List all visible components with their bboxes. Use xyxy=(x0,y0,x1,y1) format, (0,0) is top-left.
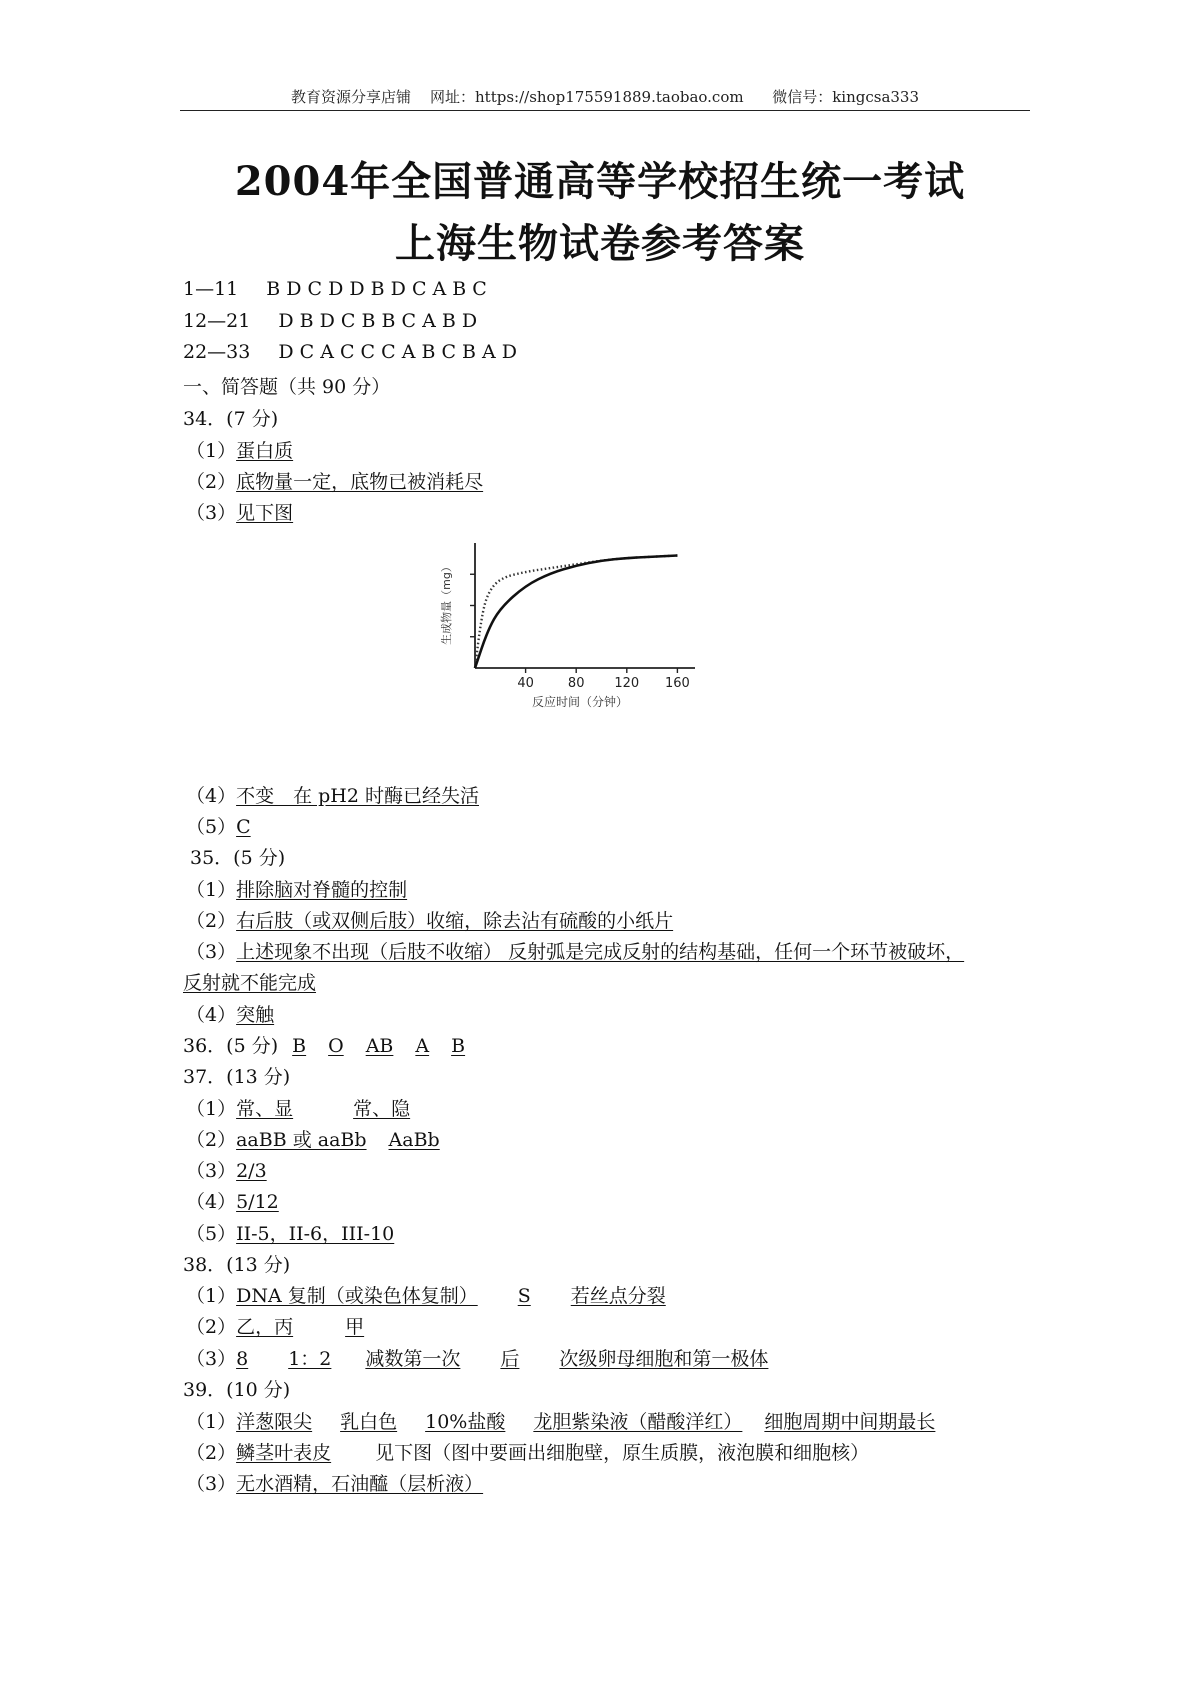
q34-heading: 34．(7 分) xyxy=(183,408,279,430)
answer-text: 龙胆紫染液（醋酸洋红） xyxy=(533,1411,743,1433)
answer-number: （1） xyxy=(186,1098,237,1120)
answer-text: 右后肢（或双侧后肢）收缩，除去沾有硫酸的小纸片 xyxy=(236,910,674,932)
answer-text: 见下图 xyxy=(236,502,294,524)
q37-answer-2 xyxy=(186,1125,440,1152)
q35-answer-4 xyxy=(186,1000,274,1027)
answer-text: 鳞茎叶表皮 xyxy=(236,1442,332,1464)
answer-text: 反射就不能完成 xyxy=(183,972,317,994)
answer-text: 后 xyxy=(500,1348,520,1370)
mc-answers: D B D C B B C A B D xyxy=(278,310,478,332)
answer-text: 8 xyxy=(236,1348,249,1370)
q35-answer-3-continued xyxy=(183,968,316,995)
page-header: 教育资源分享店铺 网址：https://shop175591889.taobao.com 微信号：kingcsa333 xyxy=(290,88,920,106)
answer-text: 无水酒精，石油醯（层析液） xyxy=(236,1473,484,1495)
answer-number: （1） xyxy=(186,440,237,462)
answer-text: 蛋白质 xyxy=(236,440,294,462)
answer-text: O xyxy=(328,1035,344,1057)
answer-number: （2） xyxy=(186,471,237,493)
section-title: 一、简答题（共 90 分） xyxy=(183,376,391,398)
q37-answer-4 xyxy=(186,1187,279,1214)
answer-text: 10%盐酸 xyxy=(425,1411,506,1433)
answer-number: （1） xyxy=(186,1411,237,1433)
mc-row-1 xyxy=(183,278,487,300)
header-rule xyxy=(180,110,1030,111)
x-axis-label: 反应时间（分钟） xyxy=(531,695,629,709)
series-line-dotted xyxy=(475,556,677,669)
q38-heading: 38．(13 分) xyxy=(183,1254,291,1276)
answer-text: 见下图（图中要画出细胞壁，原生质膜，液泡膜和细胞核） xyxy=(375,1442,870,1464)
answer-number: （3） xyxy=(186,502,237,524)
q34-answer-1 xyxy=(186,436,293,463)
answer-text: B xyxy=(292,1035,307,1057)
answer-text: 甲 xyxy=(345,1316,365,1338)
answer-text: 2/3 xyxy=(236,1160,267,1182)
q39-answer-3 xyxy=(186,1469,483,1496)
answer-number: （2） xyxy=(186,910,237,932)
answer-number: （2） xyxy=(186,1316,237,1338)
q35-answer-3 xyxy=(186,937,964,964)
q37-answer-5 xyxy=(186,1219,394,1246)
answer-text: A xyxy=(415,1035,430,1057)
answer-text: 次级卵母细胞和第一极体 xyxy=(559,1348,769,1370)
q39-answer-2 xyxy=(186,1438,869,1465)
x-tick-label: 120 xyxy=(614,676,640,691)
answer-text: 不变 在 pH2 时酶已经失活 xyxy=(236,785,479,807)
answer-text: 常、显 xyxy=(236,1098,294,1120)
answer-text: 细胞周期中间期最长 xyxy=(764,1411,936,1433)
q37-answer-3 xyxy=(186,1156,267,1183)
answer-text: 底物量一定，底物已被消耗尽 xyxy=(236,471,484,493)
answer-text: 5/12 xyxy=(236,1191,279,1213)
q34-answer-2 xyxy=(186,467,483,494)
answer-text: 常、隐 xyxy=(353,1098,411,1120)
mc-answers: B D C D D B D C A B C xyxy=(266,278,487,300)
answer-number: （3） xyxy=(186,941,237,963)
answer-text: 排除脑对脊髓的控制 xyxy=(236,879,408,901)
q36-row xyxy=(183,1031,465,1058)
answer-text: B xyxy=(451,1035,466,1057)
title-line-2: 上海生物试卷参考答案 xyxy=(395,220,805,267)
q37-answer-1 xyxy=(186,1094,410,1121)
x-tick-label: 80 xyxy=(567,676,585,691)
answer-text: AaBb xyxy=(388,1129,440,1151)
q34-answer-4 xyxy=(186,781,479,808)
answer-text: C xyxy=(236,816,251,838)
answer-number: （1） xyxy=(186,1285,237,1307)
q35-answer-1 xyxy=(186,875,407,902)
answer-number: （5） xyxy=(186,816,237,838)
q35-answer-2 xyxy=(186,906,673,933)
x-tick-label: 40 xyxy=(517,676,534,691)
q38-answer-3 xyxy=(186,1344,768,1371)
q36-heading: 36．(5 分) xyxy=(183,1035,279,1057)
answer-text: 上述现象不出现（后肢不收缩） 反射弧是完成反射的结构基础，任何一个环节被破坏， xyxy=(236,941,965,963)
mc-answers: D C A C C C A B C B A D xyxy=(278,341,518,363)
answer-text: AB xyxy=(365,1035,394,1057)
mc-range: 22—33 xyxy=(183,341,251,363)
q38-answer-2 xyxy=(186,1312,364,1339)
series-line-solid xyxy=(475,556,677,669)
q34-answer-5 xyxy=(186,812,251,839)
reaction-chart xyxy=(430,528,720,718)
answer-text: aaBB 或 aaBb xyxy=(236,1129,367,1151)
answer-text: II-5，II-6，III-10 xyxy=(236,1223,395,1245)
answer-text: 洋葱限尖 xyxy=(236,1411,313,1433)
answer-number: （2） xyxy=(186,1442,237,1464)
answer-text: 乳白色 xyxy=(340,1411,398,1433)
answer-number: （2） xyxy=(186,1129,237,1151)
answer-number: （4） xyxy=(186,1191,237,1213)
mc-row-2 xyxy=(183,310,477,332)
answer-number: （4） xyxy=(186,785,237,807)
answer-number: （3） xyxy=(186,1473,237,1495)
answer-number: （3） xyxy=(186,1348,237,1370)
title-line-1: 2004年全国普通高等学校招生统一考试 xyxy=(234,158,966,205)
x-tick-label: 160 xyxy=(664,676,690,691)
answer-text: S xyxy=(517,1285,531,1307)
answer-number: （5） xyxy=(186,1223,237,1245)
q34-answer-3 xyxy=(186,498,293,525)
mc-range: 1—11 xyxy=(183,278,239,300)
q38-answer-1 xyxy=(186,1281,666,1308)
q37-heading: 37．(13 分) xyxy=(183,1066,291,1088)
q35-heading: 35．(5 分) xyxy=(190,847,286,869)
answer-text: 减数第一次 xyxy=(365,1348,461,1370)
y-axis-label: 生成物量（mg） xyxy=(440,561,453,645)
answer-text: 若丝点分裂 xyxy=(570,1285,666,1307)
mc-row-3 xyxy=(183,341,517,363)
answer-text: 突触 xyxy=(236,1004,275,1026)
answer-text: DNA 复制（或染色体复制） xyxy=(236,1285,478,1307)
mc-range: 12—21 xyxy=(183,310,251,332)
q39-heading: 39．(10 分) xyxy=(183,1379,291,1401)
answer-number: （3） xyxy=(186,1160,237,1182)
answer-text: 乙，丙 xyxy=(236,1316,294,1338)
q39-answer-1 xyxy=(186,1407,935,1434)
answer-text: 1：2 xyxy=(288,1348,332,1370)
answer-number: （4） xyxy=(186,1004,237,1026)
answer-number: （1） xyxy=(186,879,237,901)
